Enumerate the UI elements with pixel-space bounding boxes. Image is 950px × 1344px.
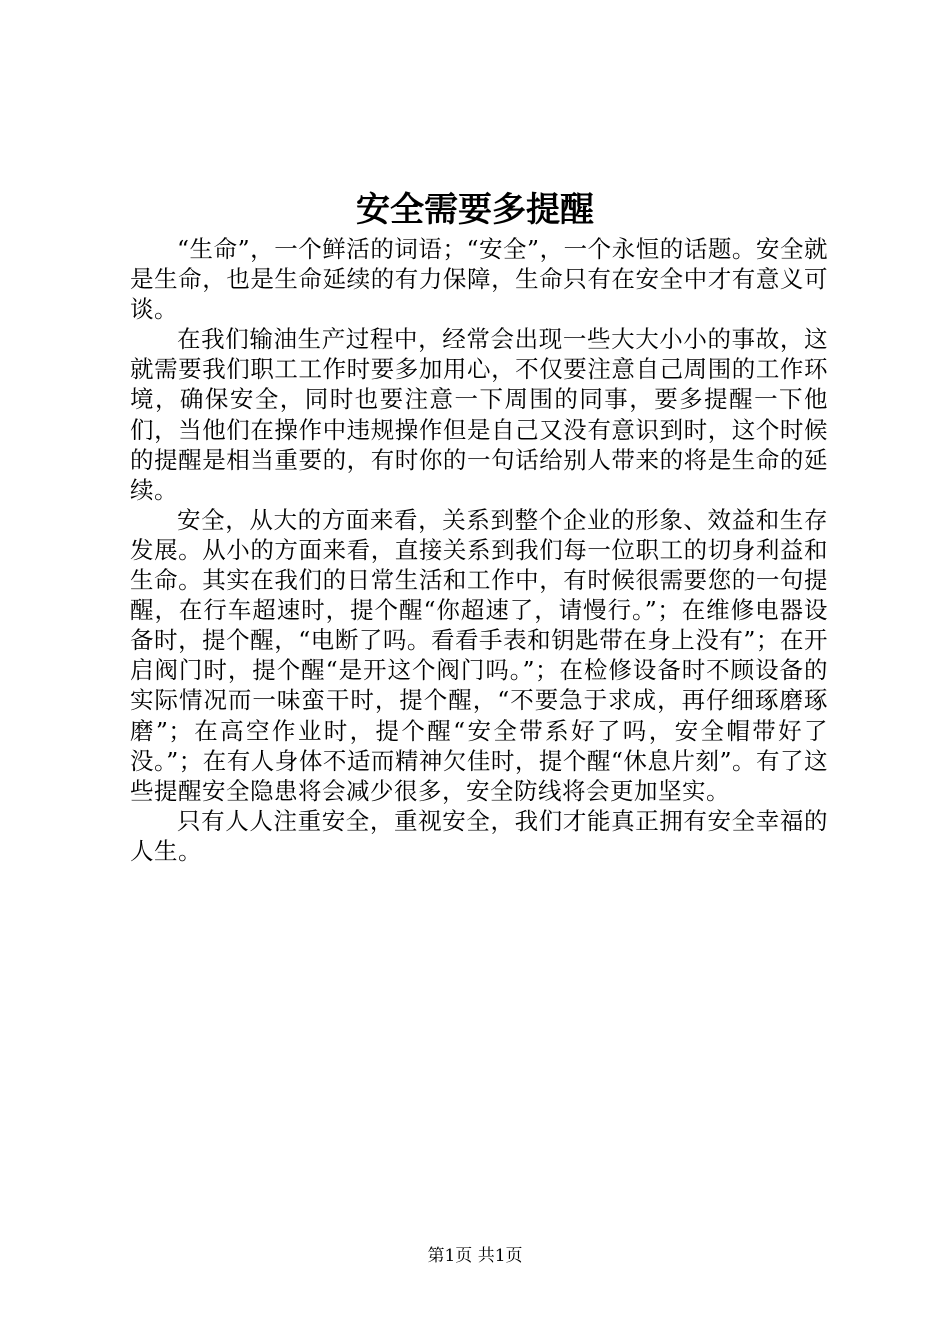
document-title: 安全需要多提醒 (356, 190, 594, 230)
page-footer: 第1页 共1页 (427, 1246, 523, 1266)
paragraph-4: 只有人人注重安全，重视安全，我们才能真正拥有安全幸福的人生。 (130, 806, 828, 865)
paragraph-2: 在我们输油生产过程中，经常会出现一些大大小小的事故，这就需要我们职工工作时要多加用心，不仅要注意自己周围的工作环境，确保安全，同时也要注意一下周围的同事，要多提醒一下他们，当他们在操作中违规操作但是自己又没有意识到时，这个时候的提醒是相当重要的，有时你的一句话给别人带来的将是生命的延续。 (130, 325, 828, 504)
paragraph-1: “生命”，一个鲜活的词语；“安全”，一个永恒的话题。安全就是生命，也是生命延续的有力保障，生命只有在安全中才有意义可谈。 (130, 235, 828, 324)
document-body (130, 234, 828, 866)
paragraph-3: 安全，从大的方面来看，关系到整个企业的形象、效益和生存发展。从小的方面来看，直接关系到我们每一位职工的切身利益和生命。其实在我们的日常生活和工作中，有时候很需要您的一句提醒，在行车超速时，提个醒“你超速了，请慢行。”；在维修电器设备时，提个醒，“电断了吗。看看手表和钥匙带在身上没有”；在开启阀门时，提个醒“是开这个阀门吗。”；在检修设备时不顾设备的实际情况而一味蛮干时，提个醒，“不要急于求成，再仔细琢磨琢磨”；在高空作业时，提个醒“安全带系好了吗，安全帽带好了没。”；在有人身体不适而精神欠佳时，提个醒“休息片刻”。有了这些提醒安全隐患将会减少很多，安全防线将会更加坚实。 (130, 505, 828, 805)
